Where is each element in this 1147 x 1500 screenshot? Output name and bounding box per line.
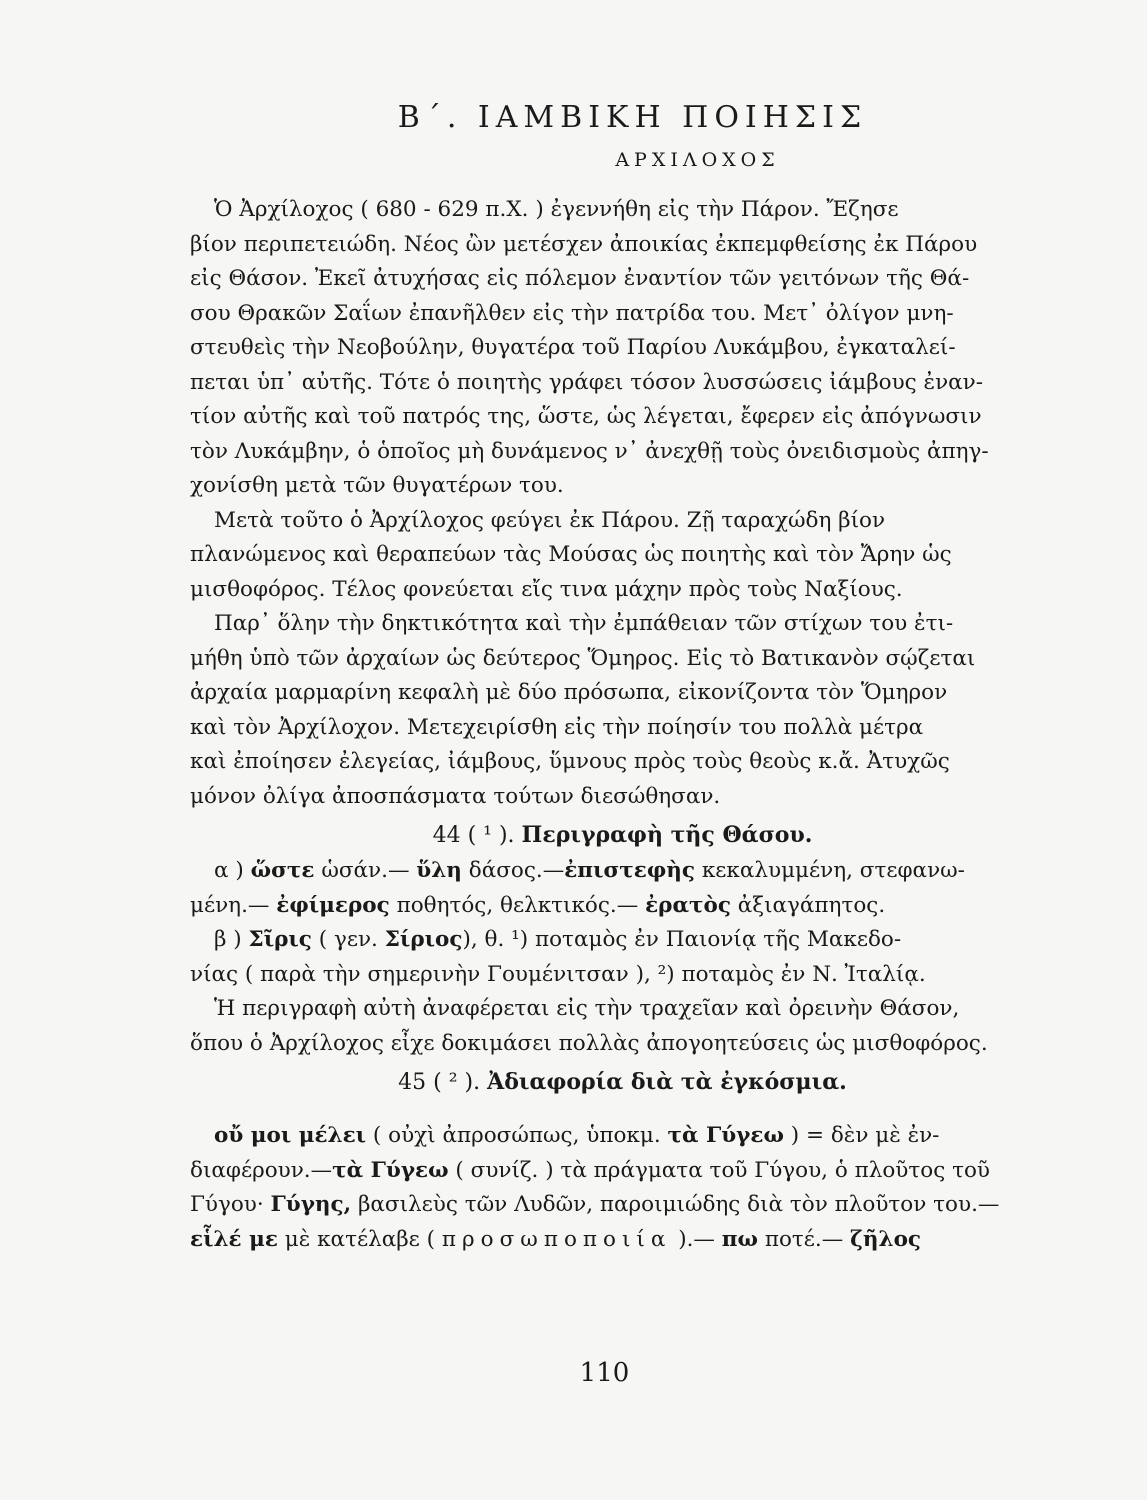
gloss-term: Γύγης, <box>270 1192 352 1217</box>
text-line <box>190 1154 1035 1189</box>
section-45-heading <box>190 1069 1035 1095</box>
text-line: Ἡ περιγραφὴ αὐτὴ ἀναφέρεται εἰς τὴν τραχεῖαν καὶ ὀρεινὴν Θάσον, <box>214 996 960 1021</box>
gloss-text: ), θ. ¹) ποταμὸς ἐν Παιονίᾳ τῆς Μακεδο- <box>462 927 902 952</box>
text-line: πεται ὑπ᾽ αὐτῆς. Τότε ὁ ποιητὴς γράφει τόσον λυσσώσεις ἰάμβους ἐναν- <box>190 369 984 395</box>
section-44-note <box>190 992 1035 1061</box>
text-line: Ὁ Ἀρχίλοχος ( 680 - 629 π.Χ. ) ἐγεννήθη εἰς τὴν Πάρον. Ἔζησε <box>214 197 899 222</box>
gloss-text: ὡσάν.— <box>321 858 410 883</box>
intro-paragraph-2 <box>190 504 1035 608</box>
gloss-term: ἐπιστεφὴς <box>564 858 696 883</box>
text-line: ἀρχαία μαρμαρίνη κεφαλὴ μὲ δύο πρόσωπα, εἰκονίζοντα τὸν Ὅμηρον <box>190 680 948 705</box>
gloss-text: ).— <box>678 1226 715 1252</box>
gloss-b <box>190 923 1035 992</box>
text-line <box>190 1188 1035 1223</box>
chapter-title: Β΄. ΙΑΜΒΙΚΗ ΠΟΙΗΣΙΣ <box>397 100 868 135</box>
gloss-term: τὰ Γύγεω <box>332 1157 449 1183</box>
section-44-heading <box>190 822 1035 848</box>
gloss-term: Σῖρις <box>248 927 312 952</box>
gloss-spaced-text: προσωποποιία <box>441 1226 672 1252</box>
text-line: καὶ ἐποίησεν ἐλεγείας, ἰάμβους, ὕμνους πρὸς τοὺς θεοὺς κ.ἄ. Ἀτυχῶς <box>190 749 950 774</box>
text-line: χονίσθη μετὰ τῶν θυγατέρων του. <box>190 473 564 498</box>
gloss-text: ποτέ.— <box>764 1226 844 1252</box>
gloss-term: ὕλη <box>416 858 462 883</box>
text-line: νίας ( παρὰ τὴν σημερινὴν Γουμένιτσαν ), ²) ποταμὸς ἐν Ν. Ἰταλίᾳ. <box>190 961 926 987</box>
section-number: 45 ( ² ). <box>398 1070 481 1095</box>
gloss-term: τὰ Γύγεω <box>667 1123 784 1148</box>
section-45-glosses <box>190 1119 1035 1257</box>
page-number: 110 <box>579 1358 630 1388</box>
gloss-label: α ) <box>214 858 244 883</box>
gloss-text: κεκαλυμμένη, στεφανω- <box>701 858 965 883</box>
gloss-text: βασιλεὺς τῶν Λυδῶν, παροιμιώδης διὰ τὸν πλοῦτον του.— <box>357 1192 1000 1217</box>
gloss-a <box>190 854 1035 923</box>
gloss-term: οὔ μοι μέλει <box>214 1123 367 1148</box>
gloss-text: ( οὐχὶ ἀπροσώπως, ὑποκμ. <box>372 1123 661 1148</box>
text-line: Παρ᾽ ὅλην τὴν δηκτικότητα καὶ τὴν ἐμπάθειαν τῶν στίχων του ἐτι- <box>214 611 954 636</box>
text-line <box>190 854 1035 889</box>
gloss-term: Σίριος <box>384 927 463 952</box>
intro-paragraph-3 <box>190 607 1035 814</box>
text-line: μήθη ὑπὸ τῶν ἀρχαίων ὡς δεύτερος Ὅμηρος. Εἰς τὸ Βατικανὸν σῴζεται <box>190 645 976 671</box>
text-line <box>190 923 1035 958</box>
text-line: πλανώμενος καὶ θεραπεύων τὰς Μούσας ὡς ποιητὴς καὶ τὸν Ἄρην ὡς <box>190 542 952 567</box>
page-body <box>190 100 1035 1257</box>
text-line: σου Θρακῶν Σαΐων ἐπανῆλθεν εἰς τὴν πατρίδα του. Μετ᾽ ὀλίγον μνη- <box>190 300 954 326</box>
gloss-term: πω <box>721 1226 758 1252</box>
text-line: τίον αὐτῆς καὶ τοῦ πατρός της, ὥστε, ὡς λέγεται, ἔφερεν εἰς ἀπόγνωσιν <box>190 404 982 429</box>
spacer <box>190 1101 1035 1119</box>
section-title: Ἀδιαφορία διὰ τὰ ἐγκόσμια. <box>487 1069 847 1095</box>
gloss-term: ἐφίμερος <box>276 892 390 918</box>
gloss-text: ἀξιαγάπητος. <box>737 892 886 918</box>
section-title: Περιγραφὴ τῆς Θάσου. <box>521 822 813 848</box>
gloss-text: ( συνίζ. ) τὰ πράγματα τοῦ Γύγου, ὁ πλοῦτος τοῦ <box>455 1157 990 1183</box>
gloss-text: ( γεν. <box>318 927 378 952</box>
gloss-term: ζῆλος <box>850 1226 921 1252</box>
gloss-text: ποθητός, θελκτικός.— <box>396 892 639 918</box>
gloss-text: δάσος.— <box>468 858 565 883</box>
gloss-label: β ) <box>214 927 242 952</box>
gloss-term: εἷλέ με <box>190 1226 278 1252</box>
text-line <box>190 889 1035 924</box>
text-line: Μετὰ τοῦτο ὁ Ἀρχίλοχος φεύγει ἐκ Πάρου. Ζῇ ταραχώδη βίον <box>214 507 886 533</box>
text-line: στευθεὶς τὴν Νεοβούλην, θυγατέρα τοῦ Παρίου Λυκάμβου, ἐγκαταλεί- <box>190 335 956 360</box>
text-line: βίον περιπετειώδη. Νέος ὢν μετέσχεν ἀποικίας ἐκπεμφθείσης ἐκ Πάρου <box>190 231 978 257</box>
text-line: ὅπου ὁ Ἀρχίλοχος εἶχε δοκιμάσει πολλὰς ἀπογοητεύσεις ὡς μισθοφόρος. <box>190 1030 988 1056</box>
gloss-text: μὲ κατέλαβε ( <box>284 1226 436 1252</box>
text-line <box>190 1223 1035 1258</box>
intro-paragraph-1 <box>190 193 1035 504</box>
text-line: καὶ τὸν Ἀρχίλοχον. Μετεχειρίσθη εἰς τὴν ποίησίν του πολλὰ μέτρα <box>190 714 924 740</box>
gloss-term: ὥστε <box>250 858 315 883</box>
gloss-text: ) = δὲν μὲ ἐν- <box>790 1123 940 1148</box>
section-number: 44 ( ¹ ). <box>432 823 515 848</box>
author-subtitle: ΑΡΧΙΛΟΧΟΣ <box>615 149 780 171</box>
text-line: εἰς Θάσον. Ἐκεῖ ἀτυχήσας εἰς πόλεμον ἐναντίον τῶν γειτόνων τῆς Θά- <box>190 266 970 291</box>
gloss-text: μένη.— <box>190 892 270 918</box>
gloss-term: ἐρατὸς <box>645 892 731 918</box>
text-line <box>190 1119 1035 1154</box>
gloss-text: Γύγου· <box>190 1192 264 1217</box>
gloss-text: διαφέρουν.— <box>190 1157 333 1183</box>
text-line: μισθοφόρος. Τέλος φονεύεται εἴς τινα μάχην πρὸς τοὺς Ναξίους. <box>190 576 903 602</box>
text-line: μόνον ὀλίγα ἀποσπάσματα τούτων διεσώθησαν. <box>190 783 721 809</box>
text-line: τὸν Λυκάμβην, ὁ ὁποῖος μὴ δυνάμενος ν᾽ ἀνεχθῇ τοὺς ὀνειδισμοὺς ἀπηγ- <box>190 438 989 464</box>
